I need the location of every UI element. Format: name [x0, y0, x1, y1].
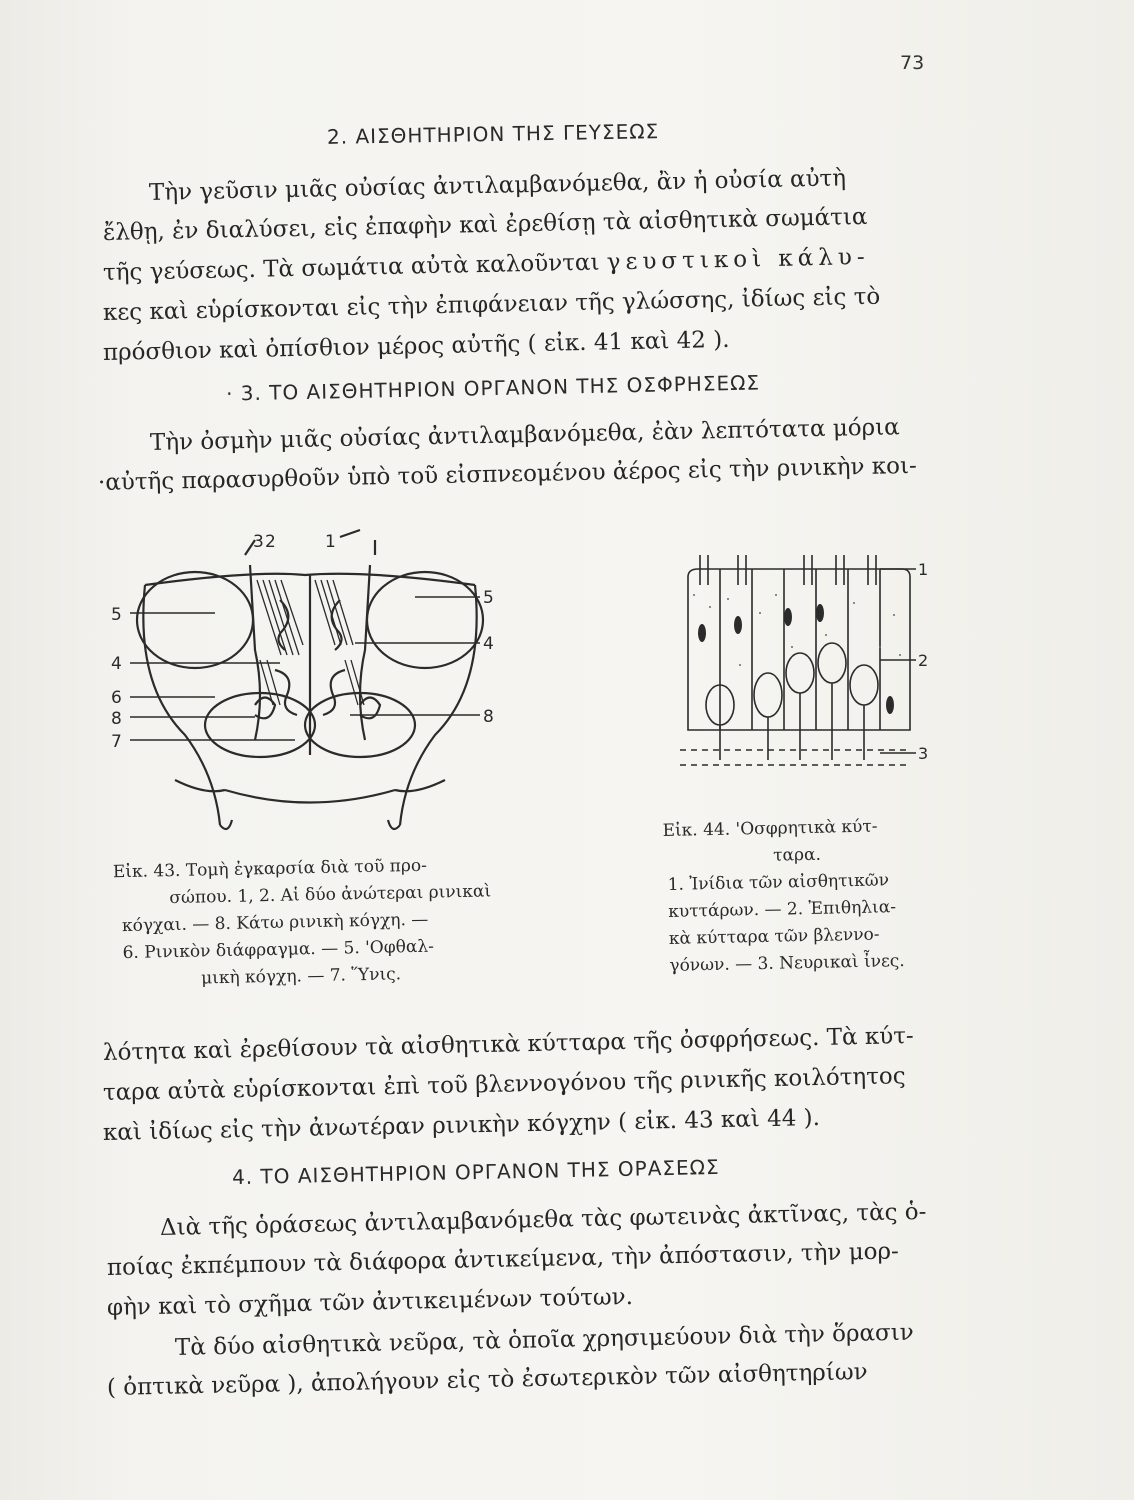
caption-line: γόνων. — 3. Νευρικαὶ ἶνες. — [669, 951, 905, 976]
fig43-label: 5 — [111, 605, 122, 625]
fig43-label: 4 — [483, 634, 494, 654]
text-line: καὶ ἰδίως εἰς τὴν ἀνωτέραν ρινικὴν κόγχην ( εἰκ. 43 καὶ 44 ). — [102, 1104, 821, 1146]
caption-line: κυττάρων. — 2. Ἐπιθηλια- — [668, 897, 897, 922]
fig44-label: 1 — [918, 560, 929, 579]
text-line: ·αὐτῆς παρασυρθοῦν ὑπὸ τοῦ εἰσπνεομένου ἀέρος εἰς τὴν ρινικὴν κοι- — [97, 452, 918, 496]
text-line: Τὴν γεῦσιν μιᾶς οὐσίας ἀντιλαμβανόμεθα, ἂν ἡ οὐσία αὐτὴ — [148, 165, 847, 206]
heading-sight: 4. ΤΟ ΑΙΣΘΗΤΗΡΙΟΝ ΟΡΓΑΝΟΝ ΤΗΣ ΟΡΑΣΕΩΣ — [231, 1154, 720, 1190]
fig43-label: 8 — [111, 709, 122, 729]
fig43-label: 1 — [325, 532, 336, 552]
fig43-label: 6 — [111, 688, 122, 708]
fig43-label: 5 — [483, 588, 494, 608]
caption-line: ταρα. — [772, 844, 822, 866]
figure-43-caption — [113, 851, 526, 995]
fig43-label: 2 — [265, 532, 276, 552]
text-line: Τὰ δύο αἰσθητικὰ νεῦρα, τὰ ὁποῖα χρησιμεύουν διὰ τὴν ὅρασιν — [174, 1319, 914, 1361]
text-line: ἔλθῃ, ἐν διαλύσει, εἰς ἐπαφὴν καὶ ἐρεθίσῃ τὰ αἰσθητικὰ σωμάτια — [102, 203, 868, 246]
heading-smell: · 3. ΤΟ ΑΙΣΘΗΤΗΡΙΟΝ ΟΡΓΑΝΟΝ ΤΗΣ ΟΣΦΡΗΣΕΩΣ — [225, 370, 761, 406]
caption-line: 6. Ρινικὸν διάφραγμα. — 5. 'Οφθαλ- — [122, 936, 435, 964]
text-line: ποίας ἐκπέμπουν τὰ διάφορα ἀντικείμενα, τὴν ἀπόστασιν, τὴν μορ- — [106, 1238, 900, 1281]
fig44-label: 3 — [918, 744, 929, 763]
figure-43-nasal-cross-section — [105, 525, 515, 845]
text-line: κες καὶ εὑρίσκονται εἰς τὴν ἐπιφάνειαν τῆς γλώσσης, ἰδίως εἰς τὸ — [102, 283, 881, 326]
text-line: Διὰ τῆς ὁράσεως ἀντιλαμβανόμεθα τὰς φωτεινὰς ἀκτῖνας, τὰς ὁ- — [159, 1198, 927, 1241]
text-line: ( ὀπτικὰ νεῦρα ), ἀπολήγουν εἰς τὸ ἐσωτερικὸν τῶν αἰσθητηρίων — [106, 1359, 868, 1401]
figure-44-caption — [662, 812, 955, 980]
text-line: πρόσθιον καὶ ὀπίσθιον μέρος αὐτῆς ( εἰκ. 41 καὶ 42 ). — [102, 326, 730, 366]
fig43-label: 3 — [253, 532, 264, 552]
heading-taste: 2. ΑΙΣΘΗΤΗΡΙΟΝ ΤΗΣ ΓΕΥΣΕΩΣ — [326, 119, 660, 149]
caption-line: σώπου. 1, 2. Αἱ δύο ἀνώτεραι ρινικαὶ — [169, 881, 492, 909]
caption-line: μικὴ κόγχη. — 7. Ὕνις. — [200, 964, 402, 989]
caption-line: Εἰκ. 44. 'Οσφρητικὰ κύτ- — [662, 816, 878, 842]
fig43-label: 7 — [111, 732, 122, 752]
fig43-label: 8 — [483, 707, 494, 727]
caption-line: κόγχαι. — 8. Κάτω ρινικὴ κόγχη. — — [121, 909, 429, 937]
fig43-label: 4 — [111, 654, 122, 674]
caption-line: Εἰκ. 43. Τομὴ ἐγκαρσία διὰ τοῦ προ- — [112, 855, 428, 883]
page-number: 73 — [900, 52, 925, 74]
spaced-term: γευστικοὶ κάλυ- — [606, 243, 870, 276]
caption-line: 1. Ἰνίδια τῶν αἰσθητικῶν — [667, 870, 890, 895]
text-line — [103, 244, 870, 286]
text-line: Τὴν ὀσμὴν μιᾶς οὐσίας ἀντιλαμβανόμεθα, ἐὰν λεπτότατα μόρια — [149, 414, 900, 456]
text-line: λότητα καὶ ἐρεθίσουν τὰ αἰσθητικὰ κύτταρα τῆς ὀσφρήσεως. Τὰ κύτ- — [102, 1023, 914, 1066]
figure-44-olfactory-cells — [680, 555, 940, 775]
text-line: φὴν καὶ τὸ σχῆμα τῶν ἀντικειμένων τούτων. — [106, 1283, 634, 1321]
caption-line: κὰ κύτταρα τῶν βλεννο- — [668, 924, 880, 949]
fig44-label: 2 — [918, 651, 929, 670]
text-line: ταρα αὐτὰ εὑρίσκονται ἐπὶ τοῦ βλεννογόνου τῆς ρινικῆς κοιλότητος — [102, 1063, 906, 1106]
text-line-part: τῆς γεύσεως. Τὰ σωμάτια αὐτὰ καλοῦνται — [102, 249, 600, 286]
